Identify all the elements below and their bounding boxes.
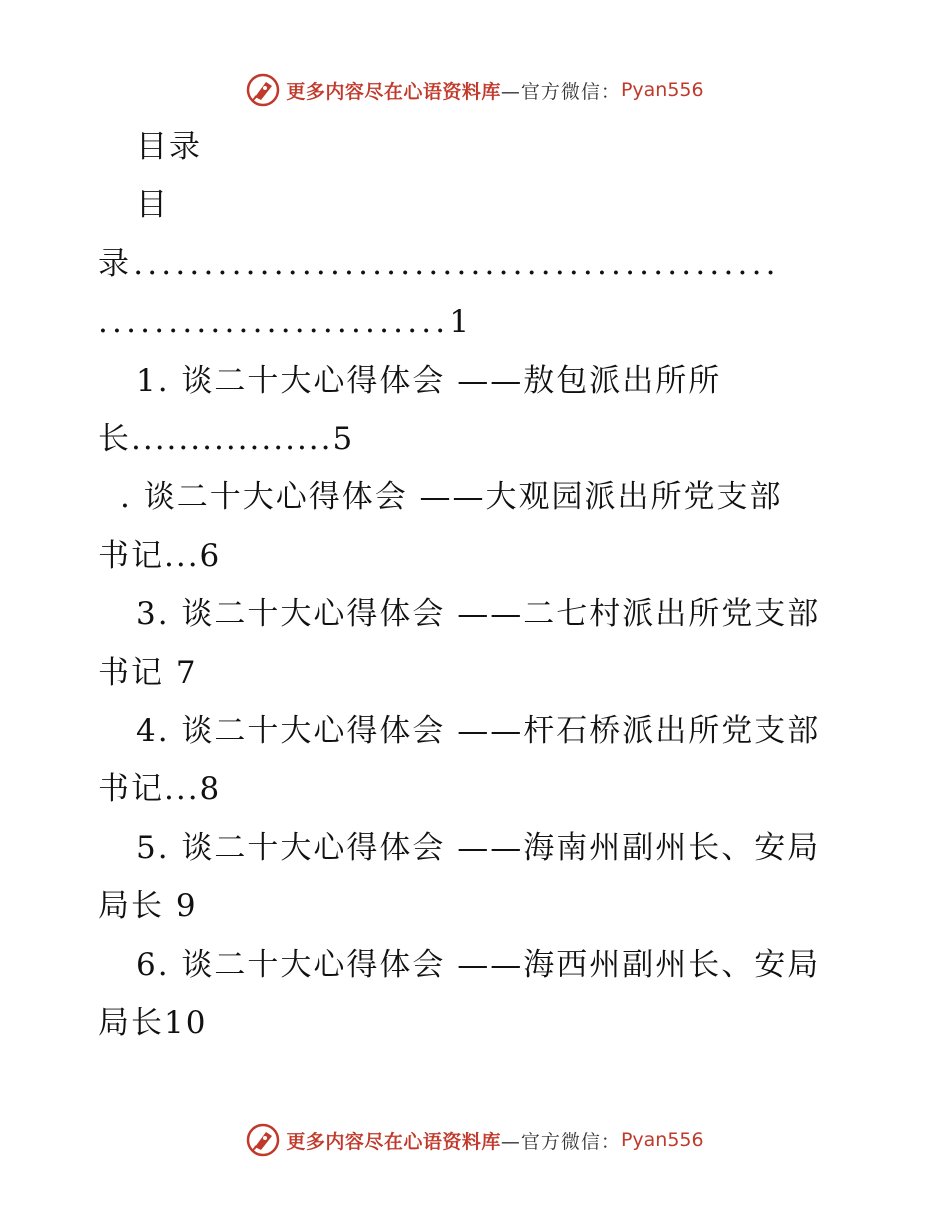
toc-line-3: 录..............................................	[98, 246, 780, 282]
toc-entry-3-title: 3. 谈二十大心得体会 ——二七村派出所党支部	[136, 596, 821, 632]
watermark-wechat-label: —官方微信：	[500, 80, 621, 103]
watermark-wechat-id: Pyan556	[620, 79, 704, 101]
toc-entry-3-page: 书记 7	[98, 655, 198, 691]
toc-line-4: .........................1	[98, 304, 474, 340]
toc-entry-6-page: 局长10	[98, 1005, 208, 1041]
toc-line-2: 目	[136, 187, 169, 223]
pen-nib-logo-icon	[246, 1123, 280, 1157]
footer-watermark	[0, 1118, 950, 1162]
toc-entry-2-page: 书记...6	[98, 538, 222, 574]
toc-heading: 目录	[136, 129, 202, 165]
watermark-wechat-id: Pyan556	[620, 1129, 704, 1151]
toc-entry-4-page: 书记...8	[98, 771, 222, 807]
toc-entry-4-title: 4. 谈二十大心得体会 ——杆石桥派出所党支部	[136, 713, 821, 749]
watermark-wechat-label: —官方微信：	[500, 1130, 621, 1153]
toc-entry-5-page: 局长 9	[98, 888, 198, 924]
toc-entry-5-title: 5. 谈二十大心得体会 ——海南州副州长、安局	[136, 830, 821, 866]
watermark-text: 更多内容尽在心语资料库	[286, 80, 501, 103]
toc-entry-1-title: 1. 谈二十大心得体会 ——敖包派出所所	[136, 363, 722, 399]
pen-nib-logo-icon	[246, 73, 280, 107]
toc-entry-1-page: 长.................5	[98, 421, 355, 457]
toc-entry-2-title: . 谈二十大心得体会 ——大观园派出所党支部	[120, 479, 783, 515]
watermark-text: 更多内容尽在心语资料库	[286, 1130, 501, 1153]
toc-entry-6-title: 6. 谈二十大心得体会 ——海西州副州长、安局	[136, 947, 821, 983]
header-watermark	[0, 68, 950, 112]
